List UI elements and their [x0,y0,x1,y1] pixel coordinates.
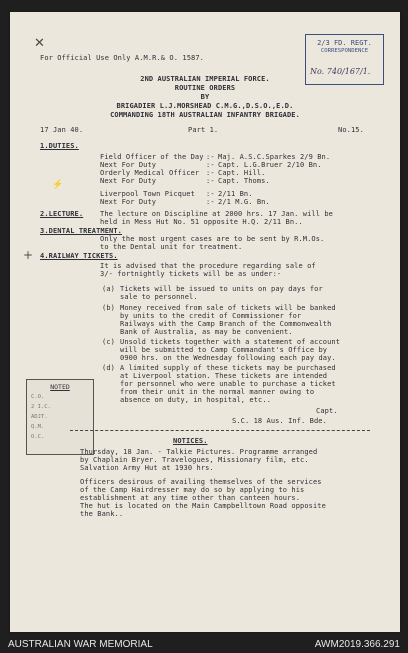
item-label: (a) [102,285,115,293]
duty-role: Orderly Medical Officer [100,169,200,177]
item-line: for personnel who were unable to purchase a ticket [120,380,336,388]
stamp-file-number: No. 740/167/1. [310,67,371,76]
railway-intro: 3/- fortnightly tickets will be as under:- [100,270,282,278]
item-line: from their unit in the normal manner owing to [120,388,315,396]
formation-title: 2ND AUSTRALIAN IMPERIAL FORCE. [140,75,270,83]
issuing-command: COMMANDING 18TH AUSTRALIAN INFANTRY BRIGADE. [110,111,300,119]
dental-line: Only the most urgent cases are to be sent by R.M.Os. [100,235,325,243]
order-part: Part 1. [188,126,219,134]
item-line: by units to the credit of Commissioner for [120,312,302,320]
item-line: Money received from sale of tickets will be banked [120,304,336,312]
duty-name: Capt. L.G.Bruer 2/10 Bn. [218,161,322,169]
duty-role: Next For Duty [100,177,157,185]
duty-role: Next For Duty [100,161,157,169]
duty-separator: :- [206,169,215,177]
duties-heading: 1.DUTIES. [40,142,79,150]
dental-heading: 3.DENTAL TREATMENT. [40,227,122,235]
item-line: 0900 hrs. on the Wednesday following each pay day. [120,354,336,362]
item-label: (c) [102,338,115,346]
item-line: Railways with the Camp Branch of the Commonwealth [120,320,332,328]
noted-row: 2 I.C. [31,404,51,410]
noted-row: ADJT. [31,414,48,420]
duty-name: Capt. Thoms. [218,177,270,185]
noted-row: C.O. [31,394,45,400]
duty-separator: :- [206,190,215,198]
lecture-line: held in Mess Hut No. 51 opposite H.Q. 2/11 Bn.. [100,218,303,226]
issuing-officer: BRIGADIER L.J.MORSHEAD C.M.G.,D.S.O.,E.D. [116,102,294,110]
signature-rank: Capt. [316,407,338,415]
notice-line: Thursday, 18 Jan. - Talkie Pictures. Programme arranged [80,448,318,456]
official-use-line: For Official Use Only A.M.R.& O. 1587. [40,54,204,62]
notice-line: The hut is located on the Main Campbelltown Road opposite [80,502,326,510]
lecture-heading: 2.LECTURE. [40,210,84,218]
item-line: sale to personnel. [120,293,198,301]
noted-row: O.C. [31,434,45,440]
item-line: Bank of Australia, as may be convenient. [120,328,293,336]
duty-role: Liverpool Town Picquet [100,190,195,198]
notice-line: Officers desirous of availing themselves of the services [80,478,322,486]
item-line: will be submitted to Camp Commandant's Office by [120,346,328,354]
stamp-unit: 2/3 FD. REGT. [317,39,372,47]
notice-line: Salvation Army Hut at 1930 hrs. [80,464,214,472]
handwritten-mark: ✕ [34,36,45,51]
noted-row: Q.M. [31,424,45,430]
noted-heading: NOTED [50,383,70,391]
duty-name: Maj. A.S.C.Sparkes 2/9 Bn. [218,153,331,161]
notice-line: the Bank.. [80,510,124,518]
orders-title: ROUTINE ORDERS [174,84,236,92]
item-line: absence on duty, in hospital, etc.. [120,396,272,404]
signature-office: S.C. 18 Aus. Inf. Bde. [232,417,327,425]
duty-separator: :- [206,177,215,185]
lecture-line: The lecture on Discipline at 2000 hrs. 17 Jan. will be [100,210,333,218]
item-label: (d) [102,364,115,372]
notice-line: by Chaplain Bryer. Travelogues, Missionary film, etc. [80,456,309,464]
duty-name: 2/1 M.G. Bn. [218,198,270,206]
notice-line: establishment at any time other than canteen hours. [80,494,301,502]
duty-separator: :- [206,198,215,206]
duty-separator: :- [206,153,215,161]
orders-by: BY [200,93,210,101]
archive-name: AUSTRALIAN WAR MEMORIAL [8,639,153,650]
handwritten-mark: ⚡ [52,180,64,190]
section-divider [70,430,370,431]
railway-heading: 4.RAILWAY TICKETS. [40,252,118,260]
item-line: Unsold tickets together with a statement of account [120,338,341,346]
stamp-label: CORRESPONDENCE [320,48,369,54]
order-date: 17 Jan 40. [40,126,84,134]
duty-name: Capt. Hill. [218,169,266,177]
duty-role: Field Officer of the Day [100,153,204,161]
document-page [10,12,400,632]
duty-role: Next For Duty [100,198,157,206]
dental-line: to the Dental unit for treatment. [100,243,243,251]
archive-footer [0,636,408,653]
item-line: Tickets will be issued to units on pay days for [120,285,323,293]
archive-reference: AWM2019.366.291 [314,639,400,650]
item-label: (b) [102,304,115,312]
noted-stamp-box [26,379,94,455]
order-number: No.15. [338,126,364,134]
duty-separator: :- [206,161,215,169]
duty-name: 2/11 Bn. [218,190,253,198]
notice-line: of the Camp Hairdresser may do so by applying to his [80,486,305,494]
notices-heading: NOTICES. [173,437,208,445]
item-line: at Liverpool station. These tickets are intended [120,372,328,380]
railway-intro: It is advised that the procedure regarding sale of [100,262,316,270]
item-line: A limited supply of these tickets may be purchased [120,364,336,372]
handwritten-mark: + [23,248,34,262]
